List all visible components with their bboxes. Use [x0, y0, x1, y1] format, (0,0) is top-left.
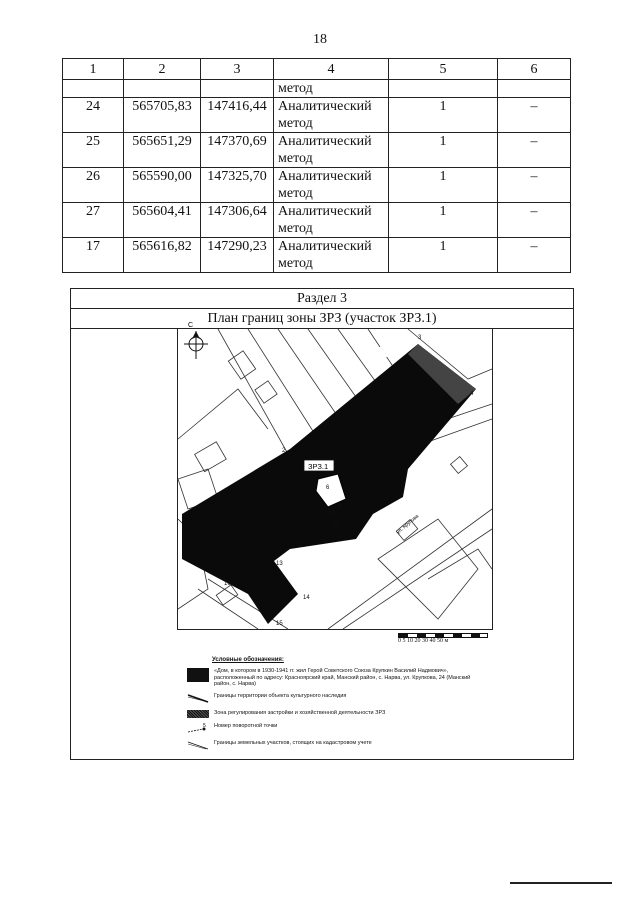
point-label: 14: [303, 595, 310, 601]
svg-text:5: 5: [203, 723, 206, 730]
table-row: [63, 98, 571, 133]
page-number: 18: [313, 32, 327, 47]
cell-x: 565705,83: [124, 98, 201, 133]
border-line-icon: [187, 693, 209, 705]
cell-point: 17: [63, 238, 124, 273]
point-label: 12: [298, 543, 305, 549]
column-header: 3: [201, 59, 274, 80]
point-label: 16: [224, 581, 231, 587]
coordinates-table: [62, 58, 571, 273]
table-row: [63, 203, 571, 238]
dotted-fill-icon: [187, 710, 209, 718]
table-row: [63, 238, 571, 273]
point-label: 1: [440, 390, 444, 396]
cell-y: 147370,69: [201, 133, 274, 168]
cell-point: 27: [63, 203, 124, 238]
cell-y: 147290,23: [201, 238, 274, 273]
cell-method: Аналитический метод: [274, 203, 389, 238]
legend-title: Условные обозначения:: [212, 657, 284, 663]
cell-method: Аналитический метод: [274, 168, 389, 203]
legend-item: 5 Номер поворотной точки: [187, 723, 487, 735]
section-title: Раздел 3: [71, 289, 573, 309]
north-arrow: [184, 322, 208, 359]
cell-accuracy: 1: [389, 238, 498, 273]
cell-point: 25: [63, 133, 124, 168]
legend-item: Зона регулирования застройки и хозяйственной деятельности ЗРЗ: [187, 710, 487, 718]
scale-bar: [398, 633, 488, 644]
section-subtitle: План границ зоны ЗРЗ (участок ЗРЗ.1): [71, 309, 573, 329]
cell-method: Аналитический метод: [274, 238, 389, 273]
cell-x: 565590,00: [124, 168, 201, 203]
column-header: 6: [498, 59, 571, 80]
map-drawing: [178, 322, 492, 629]
cell-note: –: [498, 98, 571, 133]
cell-accuracy: 1: [389, 168, 498, 203]
cell: [498, 80, 571, 98]
point-label: 6: [326, 485, 330, 491]
cell-note: –: [498, 238, 571, 273]
column-header: 4: [274, 59, 389, 80]
column-header: 2: [124, 59, 201, 80]
cell-method: метод: [274, 80, 389, 98]
legend-item: «Дом, в котором в 1930-1941 гг. жил Герой Советского Союза Крупкин Василий Надмович», расположенный по адресу: Красноярский край, Манский район, с. Нарва, ул. Крупкова, 24 (Манский район, с. Нарва): [187, 668, 487, 688]
cell-point: 24: [63, 98, 124, 133]
cell-y: 147325,70: [201, 168, 274, 203]
cell-y: 147306,64: [201, 203, 274, 238]
point-label: 3: [418, 335, 422, 341]
point-label: 10: [328, 511, 335, 517]
cell-note: –: [498, 203, 571, 238]
cell-method: Аналитический метод: [274, 98, 389, 133]
cell-note: –: [498, 133, 571, 168]
point-label: 5: [338, 503, 342, 509]
cell: [63, 80, 124, 98]
boundary-map: [177, 322, 493, 630]
point-label: 4: [470, 391, 474, 397]
point-label: 11: [333, 521, 340, 527]
zone-label: ЗРЗ.1: [308, 462, 329, 471]
section-box: [70, 288, 574, 760]
cell-accuracy: 1: [389, 133, 498, 168]
north-label: С: [188, 322, 194, 329]
cell-x: 565616,82: [124, 238, 201, 273]
table-header-row: [63, 59, 571, 80]
table-row: [63, 168, 571, 203]
cell-accuracy: 1: [389, 98, 498, 133]
point-label: 13: [276, 561, 283, 567]
table-row-continuation: [63, 80, 571, 98]
cell-y: 147416,44: [201, 98, 274, 133]
cell: [201, 80, 274, 98]
cell: [389, 80, 498, 98]
cell-note: –: [498, 168, 571, 203]
legend-item: Границы земельных участков, стоящих на кадастровом учете: [187, 740, 487, 752]
turning-point-icon: [187, 723, 209, 735]
scale-label: 0 5 10 20 30 40 50 м: [398, 638, 449, 644]
parcel-border-icon: [187, 740, 209, 752]
point-label: 15: [276, 621, 283, 627]
table-row: [63, 133, 571, 168]
cell-accuracy: 1: [389, 203, 498, 238]
cell-x: 565604,41: [124, 203, 201, 238]
column-header: 1: [63, 59, 124, 80]
signature-line: [510, 882, 612, 884]
black-fill-icon: [187, 668, 209, 682]
map-legend: [187, 657, 487, 757]
point-label: 2: [282, 448, 286, 454]
cell-method: Аналитический метод: [274, 133, 389, 168]
cell: [124, 80, 201, 98]
cell-x: 565651,29: [124, 133, 201, 168]
legend-item: Границы территории объекта культурного наследия: [187, 693, 487, 705]
column-header: 5: [389, 59, 498, 80]
cell-point: 26: [63, 168, 124, 203]
street-label: ул. Крупова: [395, 513, 421, 536]
